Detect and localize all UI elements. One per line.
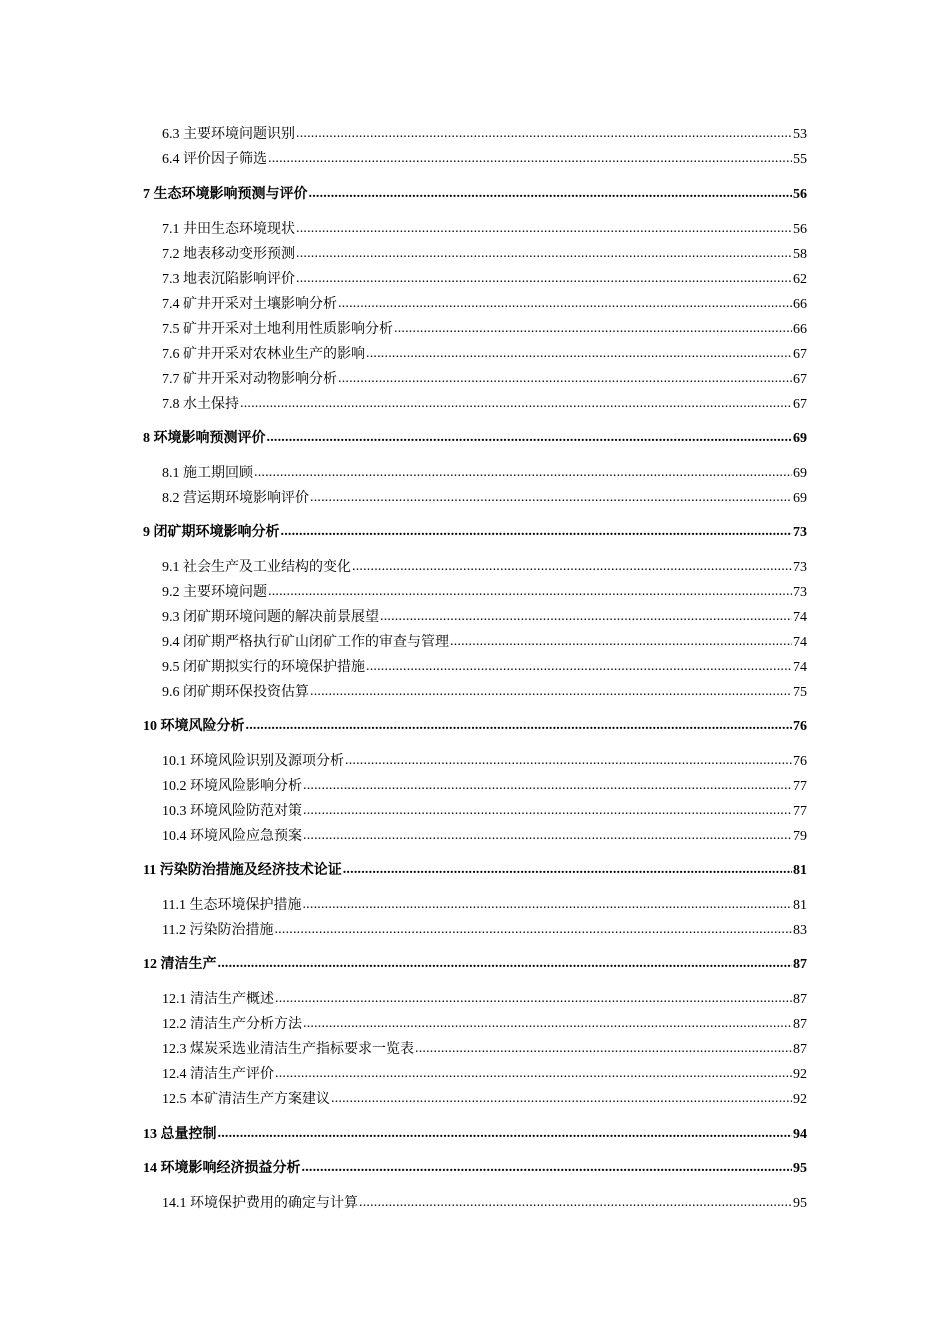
dot-leader	[310, 487, 792, 509]
dot-leader	[302, 1157, 793, 1179]
dot-leader	[296, 218, 792, 240]
toc-chapter-title: 12 清洁生产	[143, 957, 217, 972]
dot-leader	[343, 859, 792, 881]
toc-chapter-title: 11 污染防治措施及经济技术论证	[143, 863, 342, 878]
dot-leader	[268, 581, 792, 603]
toc-entry-7-3[interactable]	[162, 269, 807, 291]
toc-entry-page: 92	[793, 1092, 807, 1107]
toc-entry-page: 74	[793, 635, 807, 650]
toc-entry-title: 7.4 矿井开采对土壤影响分析	[162, 297, 337, 312]
toc-chapter-12[interactable]	[143, 954, 807, 976]
toc-entry-page: 62	[793, 272, 807, 287]
toc-entry-title: 12.5 本矿清洁生产方案建议	[162, 1092, 330, 1107]
toc-entry-title: 12.3 煤炭采选业清洁生产指标要求一览表	[162, 1042, 414, 1057]
toc-entry-title: 14.1 环境保护费用的确定与计算	[162, 1196, 358, 1211]
toc-entry-title: 7.3 地表沉陷影响评价	[162, 272, 295, 287]
dot-leader	[303, 1013, 792, 1035]
toc-chapter-10[interactable]	[143, 716, 807, 738]
toc-entry-title: 10.1 环境风险识别及源项分析	[162, 754, 344, 769]
toc-entry-title: 9.5 闭矿期拟实行的环境保护措施	[162, 660, 365, 675]
toc-chapter-page: 81	[793, 863, 807, 878]
toc-chapter-title: 13 总量控制	[143, 1127, 217, 1142]
toc-entry-7-4[interactable]	[162, 294, 807, 316]
dot-leader	[366, 343, 792, 365]
toc-entry-9-2[interactable]	[162, 582, 807, 604]
toc-entry-title: 7.6 矿井开采对农林业生产的影响	[162, 347, 365, 362]
toc-chapter-11[interactable]	[143, 860, 807, 882]
dot-leader	[254, 462, 792, 484]
toc-entry-9-3[interactable]	[162, 607, 807, 629]
dot-leader	[240, 393, 792, 415]
toc-entry-page: 53	[793, 127, 807, 142]
toc-entry-9-5[interactable]	[162, 657, 807, 679]
toc-chapter-page: 56	[793, 187, 807, 202]
toc-entry-title: 11.2 污染防治措施	[162, 923, 274, 938]
toc-entry-page: 87	[793, 1042, 807, 1057]
toc-entry-8-1[interactable]	[162, 463, 807, 485]
toc-entry-page: 79	[793, 829, 807, 844]
dot-leader	[281, 521, 793, 543]
toc-chapter-title: 8 环境影响预测评价	[143, 431, 266, 446]
dot-leader	[415, 1038, 792, 1060]
toc-chapter-13[interactable]	[143, 1124, 807, 1146]
dot-leader	[359, 1192, 792, 1214]
toc-entry-page: 83	[793, 923, 807, 938]
toc-entry-title: 12.1 清洁生产概述	[162, 992, 274, 1007]
toc-entry-page: 77	[793, 779, 807, 794]
dot-leader	[296, 243, 792, 265]
toc-entry-title: 6.4 评价因子筛选	[162, 152, 267, 167]
toc-entry-12-5[interactable]	[162, 1089, 807, 1111]
dot-leader	[380, 606, 792, 628]
toc-entry-12-2[interactable]	[162, 1014, 807, 1036]
toc-entry-9-6[interactable]	[162, 682, 807, 704]
toc-entry-10-2[interactable]	[162, 776, 807, 798]
toc-entry-11-1[interactable]	[162, 895, 807, 917]
toc-entry-page: 66	[793, 297, 807, 312]
toc-entry-page: 87	[793, 992, 807, 1007]
toc-chapter-page: 69	[793, 431, 807, 446]
toc-entry-page: 92	[793, 1067, 807, 1082]
toc-entry-page: 56	[793, 222, 807, 237]
toc-entry-7-5[interactable]	[162, 319, 807, 341]
dot-leader	[366, 656, 792, 678]
toc-entry-title: 9.4 闭矿期严格执行矿山闭矿工作的审查与管理	[162, 635, 449, 650]
dot-leader	[218, 1123, 793, 1145]
toc-entry-title: 8.2 营运期环境影响评价	[162, 491, 309, 506]
toc-entry-page: 75	[793, 685, 807, 700]
toc-entry-title: 7.7 矿井开采对动物影响分析	[162, 372, 337, 387]
toc-entry-page: 87	[793, 1017, 807, 1032]
toc-chapter-7[interactable]	[143, 184, 807, 206]
toc-entry-7-8[interactable]	[162, 394, 807, 416]
toc-entry-10-3[interactable]	[162, 801, 807, 823]
dot-leader	[303, 800, 792, 822]
toc-entry-page: 74	[793, 610, 807, 625]
toc-entry-title: 9.6 闭矿期环保投资估算	[162, 685, 309, 700]
toc-entry-title: 7.1 井田生态环境现状	[162, 222, 295, 237]
dot-leader	[309, 183, 793, 205]
toc-entry-9-4[interactable]	[162, 632, 807, 654]
toc-entry-title: 11.1 生态环境保护措施	[162, 898, 302, 913]
toc-entry-page: 69	[793, 491, 807, 506]
toc-entry-title: 10.2 环境风险影响分析	[162, 779, 302, 794]
dot-leader	[303, 775, 792, 797]
dot-leader	[267, 427, 793, 449]
dot-leader	[450, 631, 792, 653]
dot-leader	[310, 681, 792, 703]
toc-entry-page: 73	[793, 585, 807, 600]
dot-leader	[345, 750, 792, 772]
toc-entry-page: 67	[793, 347, 807, 362]
toc-chapter-title: 10 环境风险分析	[143, 719, 245, 734]
dot-leader	[296, 123, 792, 145]
toc-entry-title: 8.1 施工期回顾	[162, 466, 253, 481]
toc-chapter-14[interactable]	[143, 1158, 807, 1180]
toc-chapter-8[interactable]	[143, 428, 807, 450]
toc-entry-page: 74	[793, 660, 807, 675]
toc-entry-9-1[interactable]	[162, 557, 807, 579]
toc-entry-page: 95	[793, 1196, 807, 1211]
toc-entry-title: 10.3 环境风险防范对策	[162, 804, 302, 819]
toc-entry-10-1[interactable]	[162, 751, 807, 773]
toc-entry-page: 73	[793, 560, 807, 575]
dot-leader	[352, 556, 792, 578]
toc-entry-6-3[interactable]	[162, 124, 807, 146]
toc-entry-12-3[interactable]	[162, 1039, 807, 1061]
dot-leader	[394, 318, 792, 340]
dot-leader	[275, 1063, 792, 1085]
toc-entry-title: 7.8 水土保持	[162, 397, 239, 412]
toc-chapter-page: 95	[793, 1161, 807, 1176]
toc-entry-8-2[interactable]	[162, 488, 807, 510]
toc-entry-page: 67	[793, 397, 807, 412]
dot-leader	[338, 368, 792, 390]
toc-entry-title: 7.5 矿井开采对土地利用性质影响分析	[162, 322, 393, 337]
toc-entry-12-4[interactable]	[162, 1064, 807, 1086]
toc-entry-title: 9.2 主要环境问题	[162, 585, 267, 600]
dot-leader	[274, 919, 792, 941]
toc-entry-page: 66	[793, 322, 807, 337]
toc-entry-7-7[interactable]	[162, 369, 807, 391]
toc-chapter-title: 14 环境影响经济损益分析	[143, 1161, 301, 1176]
dot-leader	[246, 715, 793, 737]
dot-leader	[331, 1088, 792, 1110]
toc-entry-page: 58	[793, 247, 807, 262]
toc-entry-7-2[interactable]	[162, 244, 807, 266]
toc-entry-title: 12.4 清洁生产评价	[162, 1067, 274, 1082]
toc-entry-12-1[interactable]	[162, 989, 807, 1011]
toc-entry-page: 69	[793, 466, 807, 481]
toc-entry-page: 55	[793, 152, 807, 167]
toc-entry-10-4[interactable]	[162, 826, 807, 848]
toc-entry-7-6[interactable]	[162, 344, 807, 366]
toc-chapter-page: 73	[793, 525, 807, 540]
toc-chapter-page: 87	[793, 957, 807, 972]
toc-chapter-page: 76	[793, 719, 807, 734]
toc-entry-7-1[interactable]	[162, 219, 807, 241]
toc-entry-page: 81	[793, 898, 807, 913]
toc-chapter-page: 94	[793, 1127, 807, 1142]
toc-chapter-9[interactable]	[143, 522, 807, 544]
toc-entry-page: 76	[793, 754, 807, 769]
toc-entry-title: 6.3 主要环境问题识别	[162, 127, 295, 142]
toc-chapter-title: 9 闭矿期环境影响分析	[143, 525, 280, 540]
dot-leader	[296, 268, 792, 290]
toc-entry-title: 9.1 社会生产及工业结构的变化	[162, 560, 351, 575]
toc-entry-6-4[interactable]	[162, 149, 807, 171]
dot-leader	[268, 148, 792, 170]
toc-entry-title: 7.2 地表移动变形预测	[162, 247, 295, 262]
toc-entry-page: 67	[793, 372, 807, 387]
dot-leader	[302, 894, 792, 916]
toc-entry-14-1[interactable]	[162, 1193, 807, 1215]
dot-leader	[218, 953, 793, 975]
toc-entry-11-2[interactable]	[162, 920, 807, 942]
toc-entry-page: 77	[793, 804, 807, 819]
toc-entry-title: 9.3 闭矿期环境问题的解决前景展望	[162, 610, 379, 625]
dot-leader	[338, 293, 792, 315]
dot-leader	[303, 825, 792, 847]
toc-entry-title: 10.4 环境风险应急预案	[162, 829, 302, 844]
toc-chapter-title: 7 生态环境影响预测与评价	[143, 187, 308, 202]
toc-entry-title: 12.2 清洁生产分析方法	[162, 1017, 302, 1032]
dot-leader	[275, 988, 792, 1010]
